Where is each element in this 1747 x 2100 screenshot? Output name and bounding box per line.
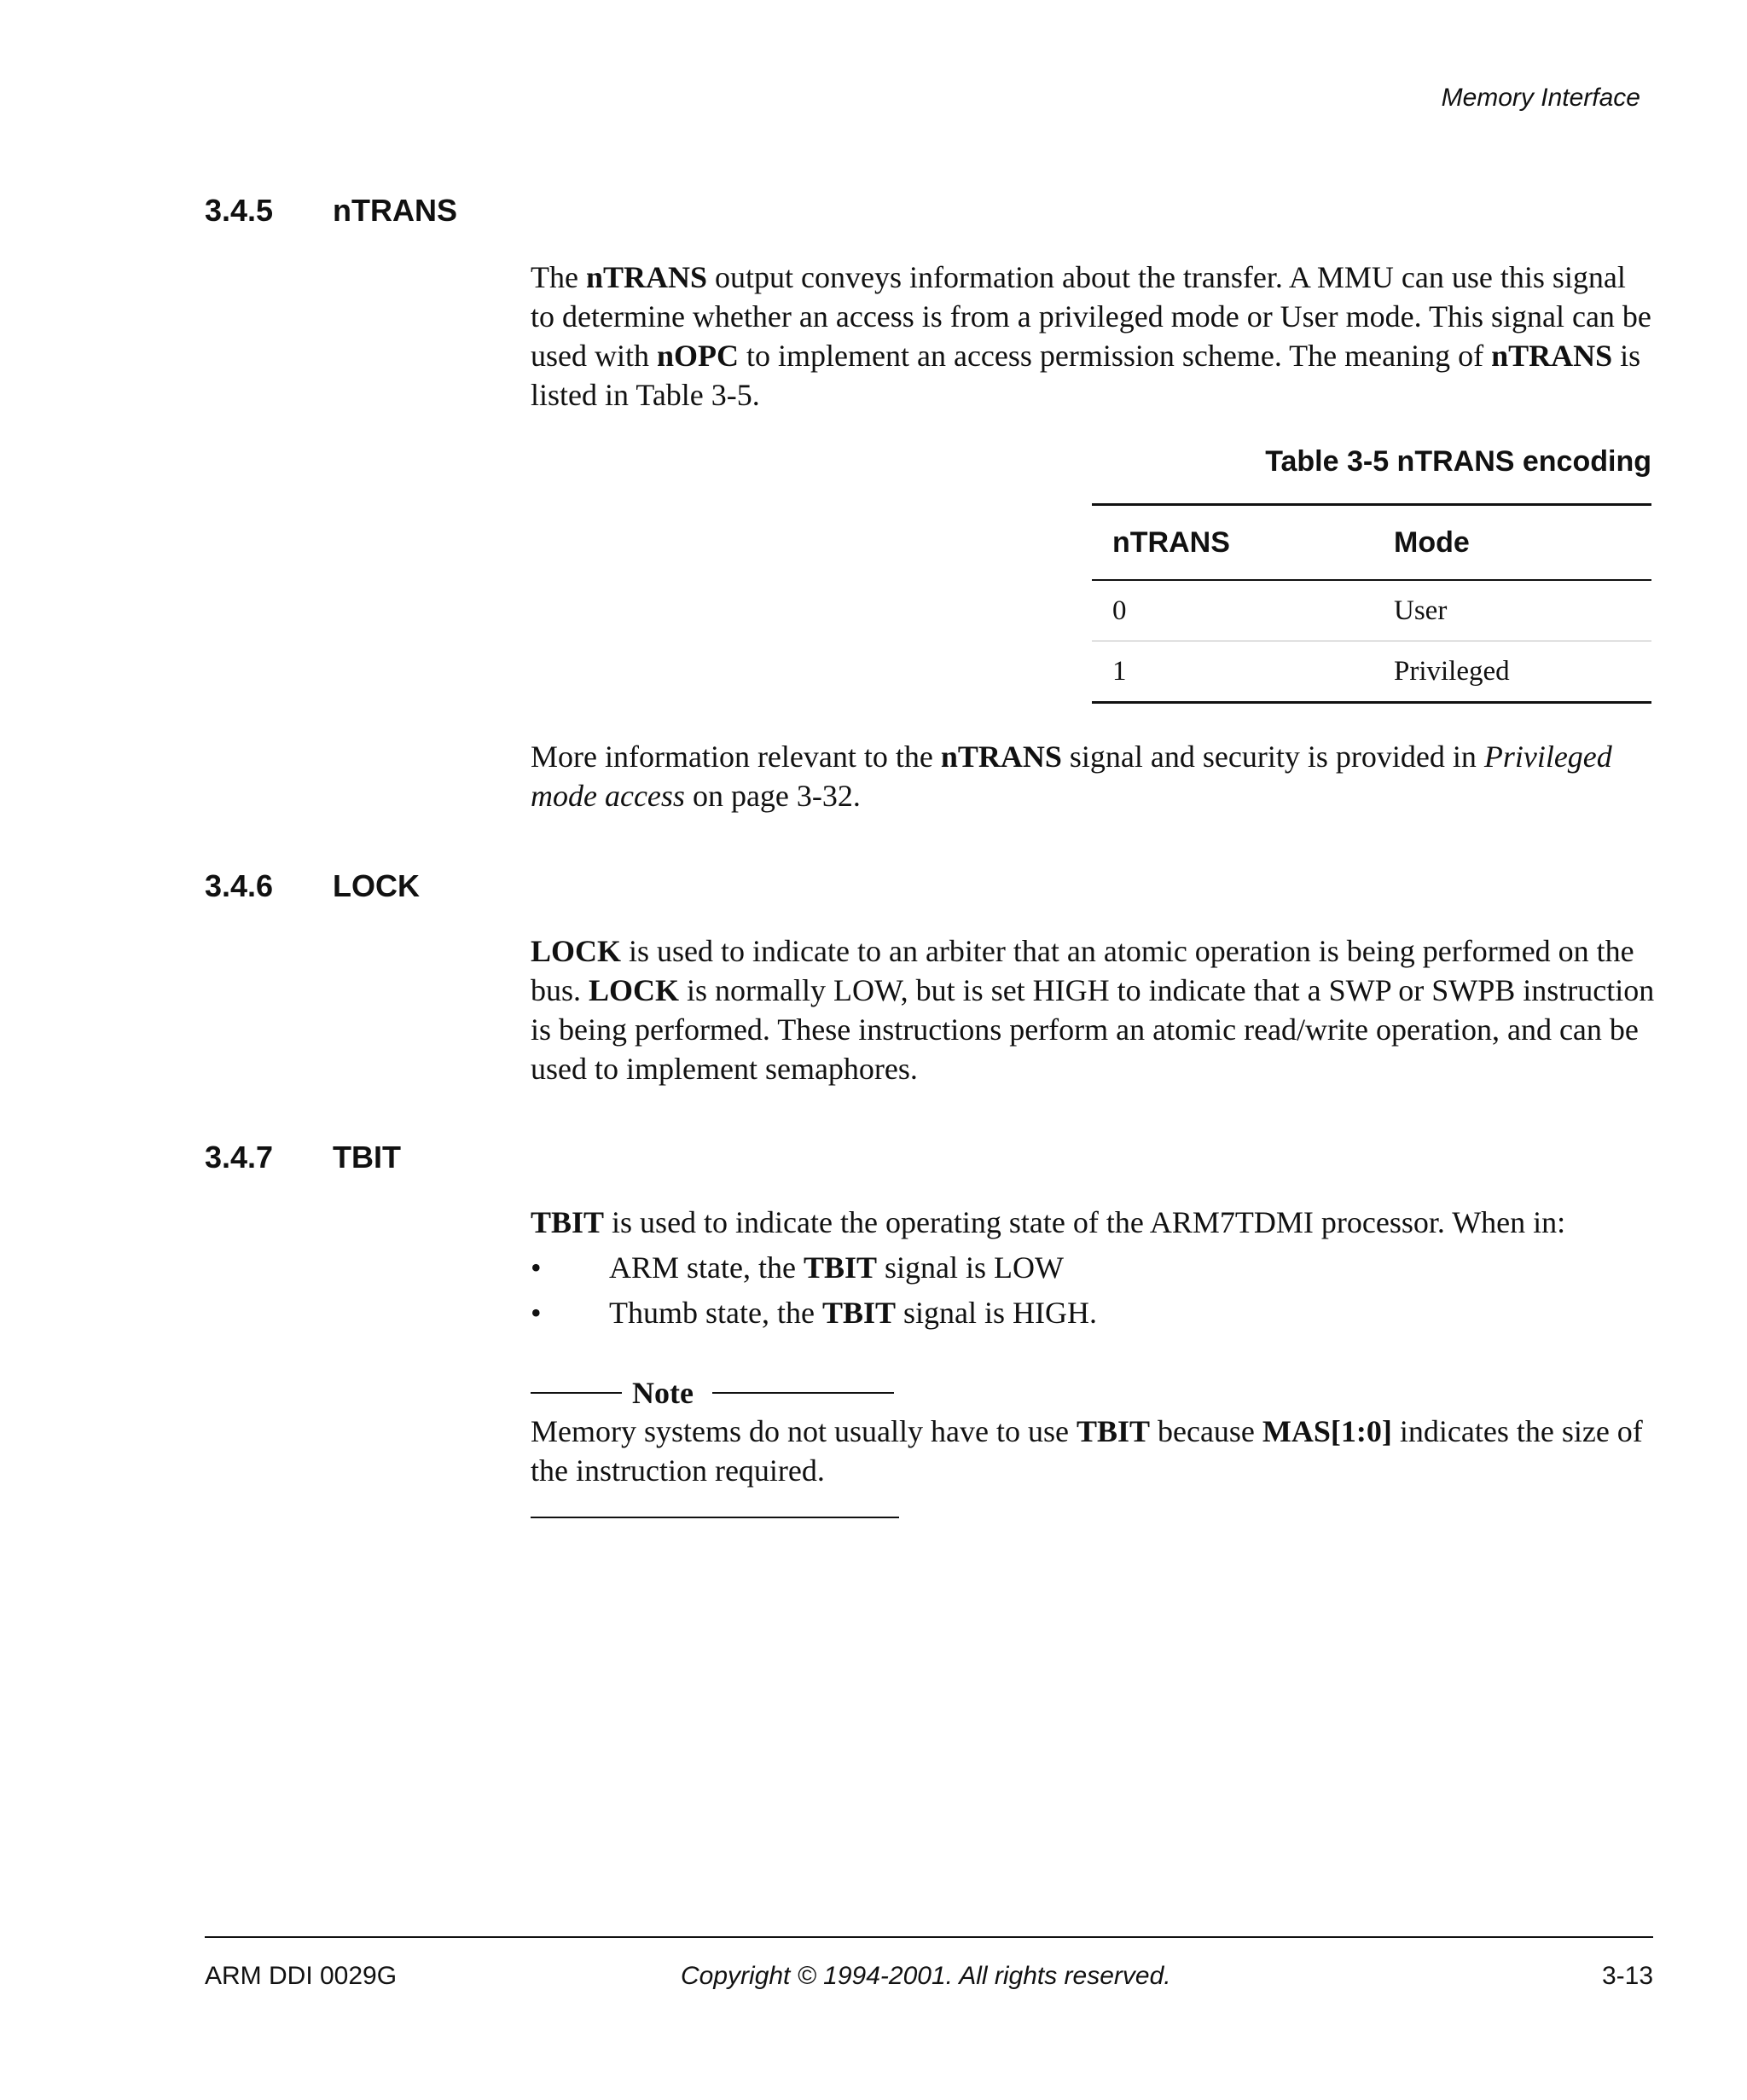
note-text <box>531 1412 1657 1490</box>
section-heading-lock <box>205 868 420 904</box>
bold-term: nTRANS <box>585 260 708 294</box>
table-header-ntrans: nTRANS <box>1112 525 1230 559</box>
text-run: Thumb state, the <box>609 1296 822 1330</box>
bold-term: TBIT <box>803 1250 878 1285</box>
bold-term: MAS[1:0] <box>1262 1414 1392 1448</box>
table-cell: Privileged <box>1394 655 1510 687</box>
cross-reference: Privileged mode access <box>531 740 1612 813</box>
table-row <box>1092 581 1651 641</box>
bold-term: nTRANS <box>940 740 1062 774</box>
bold-term: TBIT <box>821 1296 896 1330</box>
section-number: 3.4.7 <box>205 1140 274 1175</box>
tbit-paragraph <box>531 1203 1657 1242</box>
table-header-mode: Mode <box>1394 525 1470 559</box>
text-run: because <box>1149 1414 1262 1448</box>
note-label: Note <box>632 1376 694 1410</box>
note-rule-left <box>531 1392 622 1394</box>
bold-term: LOCK <box>589 973 680 1007</box>
running-header: Memory Interface <box>1441 84 1640 112</box>
text-run: signal is HIGH. <box>896 1296 1097 1330</box>
text-run: More information relevant to the <box>531 740 941 774</box>
table-caption: Table 3-5 nTRANS encoding <box>1265 445 1651 478</box>
list-item-text <box>609 1296 1097 1330</box>
text-run: indicates the size of the instruction required. <box>531 1414 1643 1488</box>
footer-copyright: Copyright © 1994-2001. All rights reserved. <box>681 1962 1171 1990</box>
section-number: 3.4.5 <box>205 193 274 228</box>
text-run: to implement an access permission scheme. The meaning of <box>739 339 1492 373</box>
table-cell: 1 <box>1112 655 1127 687</box>
section-title: nTRANS <box>333 193 457 228</box>
section-number: 3.4.6 <box>205 868 274 903</box>
bold-term: TBIT <box>531 1205 605 1239</box>
section-heading-tbit <box>205 1140 401 1175</box>
ntrans-paragraph <box>531 258 1657 415</box>
note-rule-right <box>712 1392 894 1394</box>
lock-paragraph <box>531 931 1657 1088</box>
section-title: TBIT <box>333 1140 401 1175</box>
bullet-glyph: • <box>531 1250 542 1285</box>
text-run: is normally LOW, but is set HIGH to indicate that a SWP or SWPB instruction is being performed. These instructions perform an atomic read/write operation, and can be used to implement semaphores. <box>531 973 1655 1086</box>
text-run: Memory systems do not usually have to use <box>531 1414 1077 1448</box>
text-run: output conveys information about the transfer. A MMU can use this signal to determine whether an access is from a privileged mode or User mode. This signal can be used with <box>531 260 1651 373</box>
footer-page-number: 3-13 <box>1601 1962 1653 1990</box>
list-item <box>531 1248 1657 1287</box>
text-run: is listed in Table 3-5. <box>531 339 1641 412</box>
text-run: ARM state, the <box>609 1250 804 1285</box>
table-row <box>1092 641 1651 701</box>
footer-doc-id: ARM DDI 0029G <box>205 1962 398 1990</box>
section-title: LOCK <box>333 868 420 903</box>
list-item-text <box>609 1250 1064 1285</box>
ntrans-more-info-paragraph <box>531 737 1657 815</box>
bold-term: TBIT <box>1076 1414 1150 1448</box>
table-header-row <box>1092 506 1651 581</box>
list-item <box>531 1293 1657 1332</box>
footer-rule <box>205 1936 1653 1938</box>
bullet-glyph: • <box>531 1296 542 1330</box>
note-end-rule <box>531 1517 899 1518</box>
text-run: The <box>531 260 586 294</box>
text-run: signal and security is provided in <box>1061 740 1484 774</box>
bold-term: nTRANS <box>1491 339 1613 373</box>
section-heading-ntrans <box>205 193 457 229</box>
bold-term: LOCK <box>531 934 622 968</box>
text-run: on page 3-32. <box>684 779 861 813</box>
text-run: is used to indicate the operating state of the ARM7TDMI processor. When in: <box>604 1205 1566 1239</box>
table-cell: 0 <box>1112 595 1127 626</box>
text-run: is used to indicate to an arbiter that an atomic operation is being performed on the bus. <box>531 934 1634 1007</box>
ntrans-encoding-table <box>1092 503 1651 704</box>
note-heading <box>531 1373 894 1413</box>
text-run: signal is LOW <box>877 1250 1065 1285</box>
table-cell: User <box>1394 595 1448 626</box>
bold-term: nOPC <box>657 339 740 373</box>
